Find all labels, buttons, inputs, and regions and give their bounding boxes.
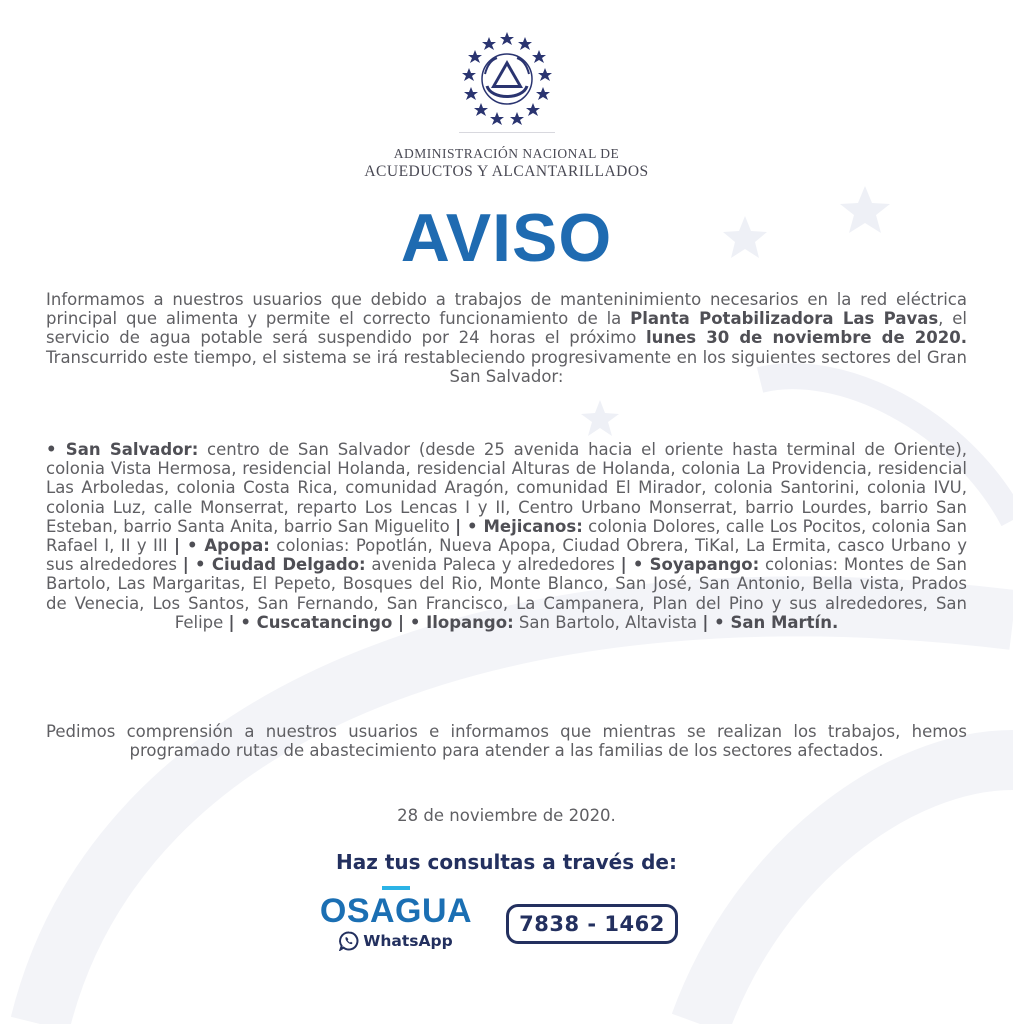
intro-text-1: Informamos a nuestros usuarios que debido a trabajos de manteninimiento necesarios en la red eléctrica principal que alimenta y permite el correcto funcionamiento de la (46, 290, 967, 329)
plant-name: Planta Potabilizadora Las Pavas (630, 309, 939, 329)
sector-name: | • Soyapango: (620, 555, 760, 575)
sector-name: | • Apopa: (174, 536, 270, 556)
intro-paragraph (46, 290, 967, 386)
national-emblem-icon (457, 30, 557, 130)
bg-swoosh (700, 760, 1013, 1024)
sector-detail: San Bartolo, Altavista (513, 612, 703, 632)
contact-prompt: Haz tus consultas a través de: (336, 850, 677, 874)
sector-detail: centro de San Salvador (desde 25 avenida hacia el oriente hasta terminal de Oriente), colonia Vista Hermosa, residencial Holanda, residencial Alturas de Holanda, colonia La Providencia, residencial Las Arboledas, colonia Costa Rica, comunidad Aragón, comunidad El Mirador, colonia Santorini, colonia IVU, colonia Luz, calle Monserrat, reparto Los Lencas I y II, Centro Urbano Monserrat, barrio Lourdes, barrio San Esteban, barrio Santa Anita, barrio San Miguelito (46, 440, 968, 536)
notice-title: AVISO (400, 200, 613, 276)
intro-text-2: , el servicio de agua potable será suspendido por 24 horas el próximo (46, 309, 967, 348)
sector-name: | • San Martín. (702, 612, 839, 632)
sector-detail: colonias: Montes de San Bartolo, Las Margaritas, El Pepeto, Bosques del Rio, Monte Blanco, San José, San Antonio, Bella vista, Prados de Venecia, Los Santos, San Fernando, San Francisco, La Campanera, Plan del Pino y sus alrededores, San Felipe (46, 555, 968, 632)
header (0, 30, 1013, 181)
sector-name: | • Cuscatancingo (228, 612, 399, 632)
sector-detail: colonias: Popotlán, Nueva Apopa, Ciudad Obrera, TiKal, La Ermita, casco Urbano y sus alrededores (46, 536, 967, 575)
whatsapp-text: WhatsApp (363, 932, 453, 950)
intro-text-3: Transcurrido este tiempo, el sistema se irá restableciendo progresivamente en los siguientes sectores del Gran San Salvador: (46, 347, 967, 386)
sector-name: | • Mejicanos: (455, 516, 583, 536)
organization-line-2: ACUEDUCTOS Y ALCANTARILLADOS (364, 163, 649, 180)
sector-name: | • Ciudad Delgado: (182, 555, 366, 575)
suspension-date: lunes 30 de noviembre de 2020. (645, 328, 967, 348)
closing-paragraph: Pedimos comprensión a nuestros usuarios e informamos que mientras se realizan los trabajos, hemos programado rutas de abastecimiento para atender a las familias de los sectores afectados. (46, 722, 967, 761)
organization-line-1: ADMINISTRACIÓN NACIONAL DE (393, 146, 620, 161)
sectors-paragraph (46, 440, 967, 632)
phone-number[interactable]: 7838 - 1462 (519, 912, 665, 936)
osagua-logo (316, 886, 476, 951)
whatsapp-label (316, 931, 476, 951)
sector-name: • San Salvador: (46, 440, 199, 459)
sector-name: | • Ilopango: (398, 612, 514, 632)
logo-accent-bar (382, 886, 410, 890)
notice-date: 28 de noviembre de 2020. (397, 806, 616, 825)
sector-detail: colonia Dolores, calle Los Pocitos, colonia San Rafael I, II y III (46, 516, 967, 556)
header-divider (459, 132, 555, 133)
brand-name: OSAGUA (319, 892, 473, 930)
phone-number-box[interactable] (506, 904, 678, 944)
sector-detail: avenida Paleca y alrededores (365, 555, 621, 575)
whatsapp-icon (339, 931, 359, 951)
bg-star-icon (581, 400, 619, 436)
